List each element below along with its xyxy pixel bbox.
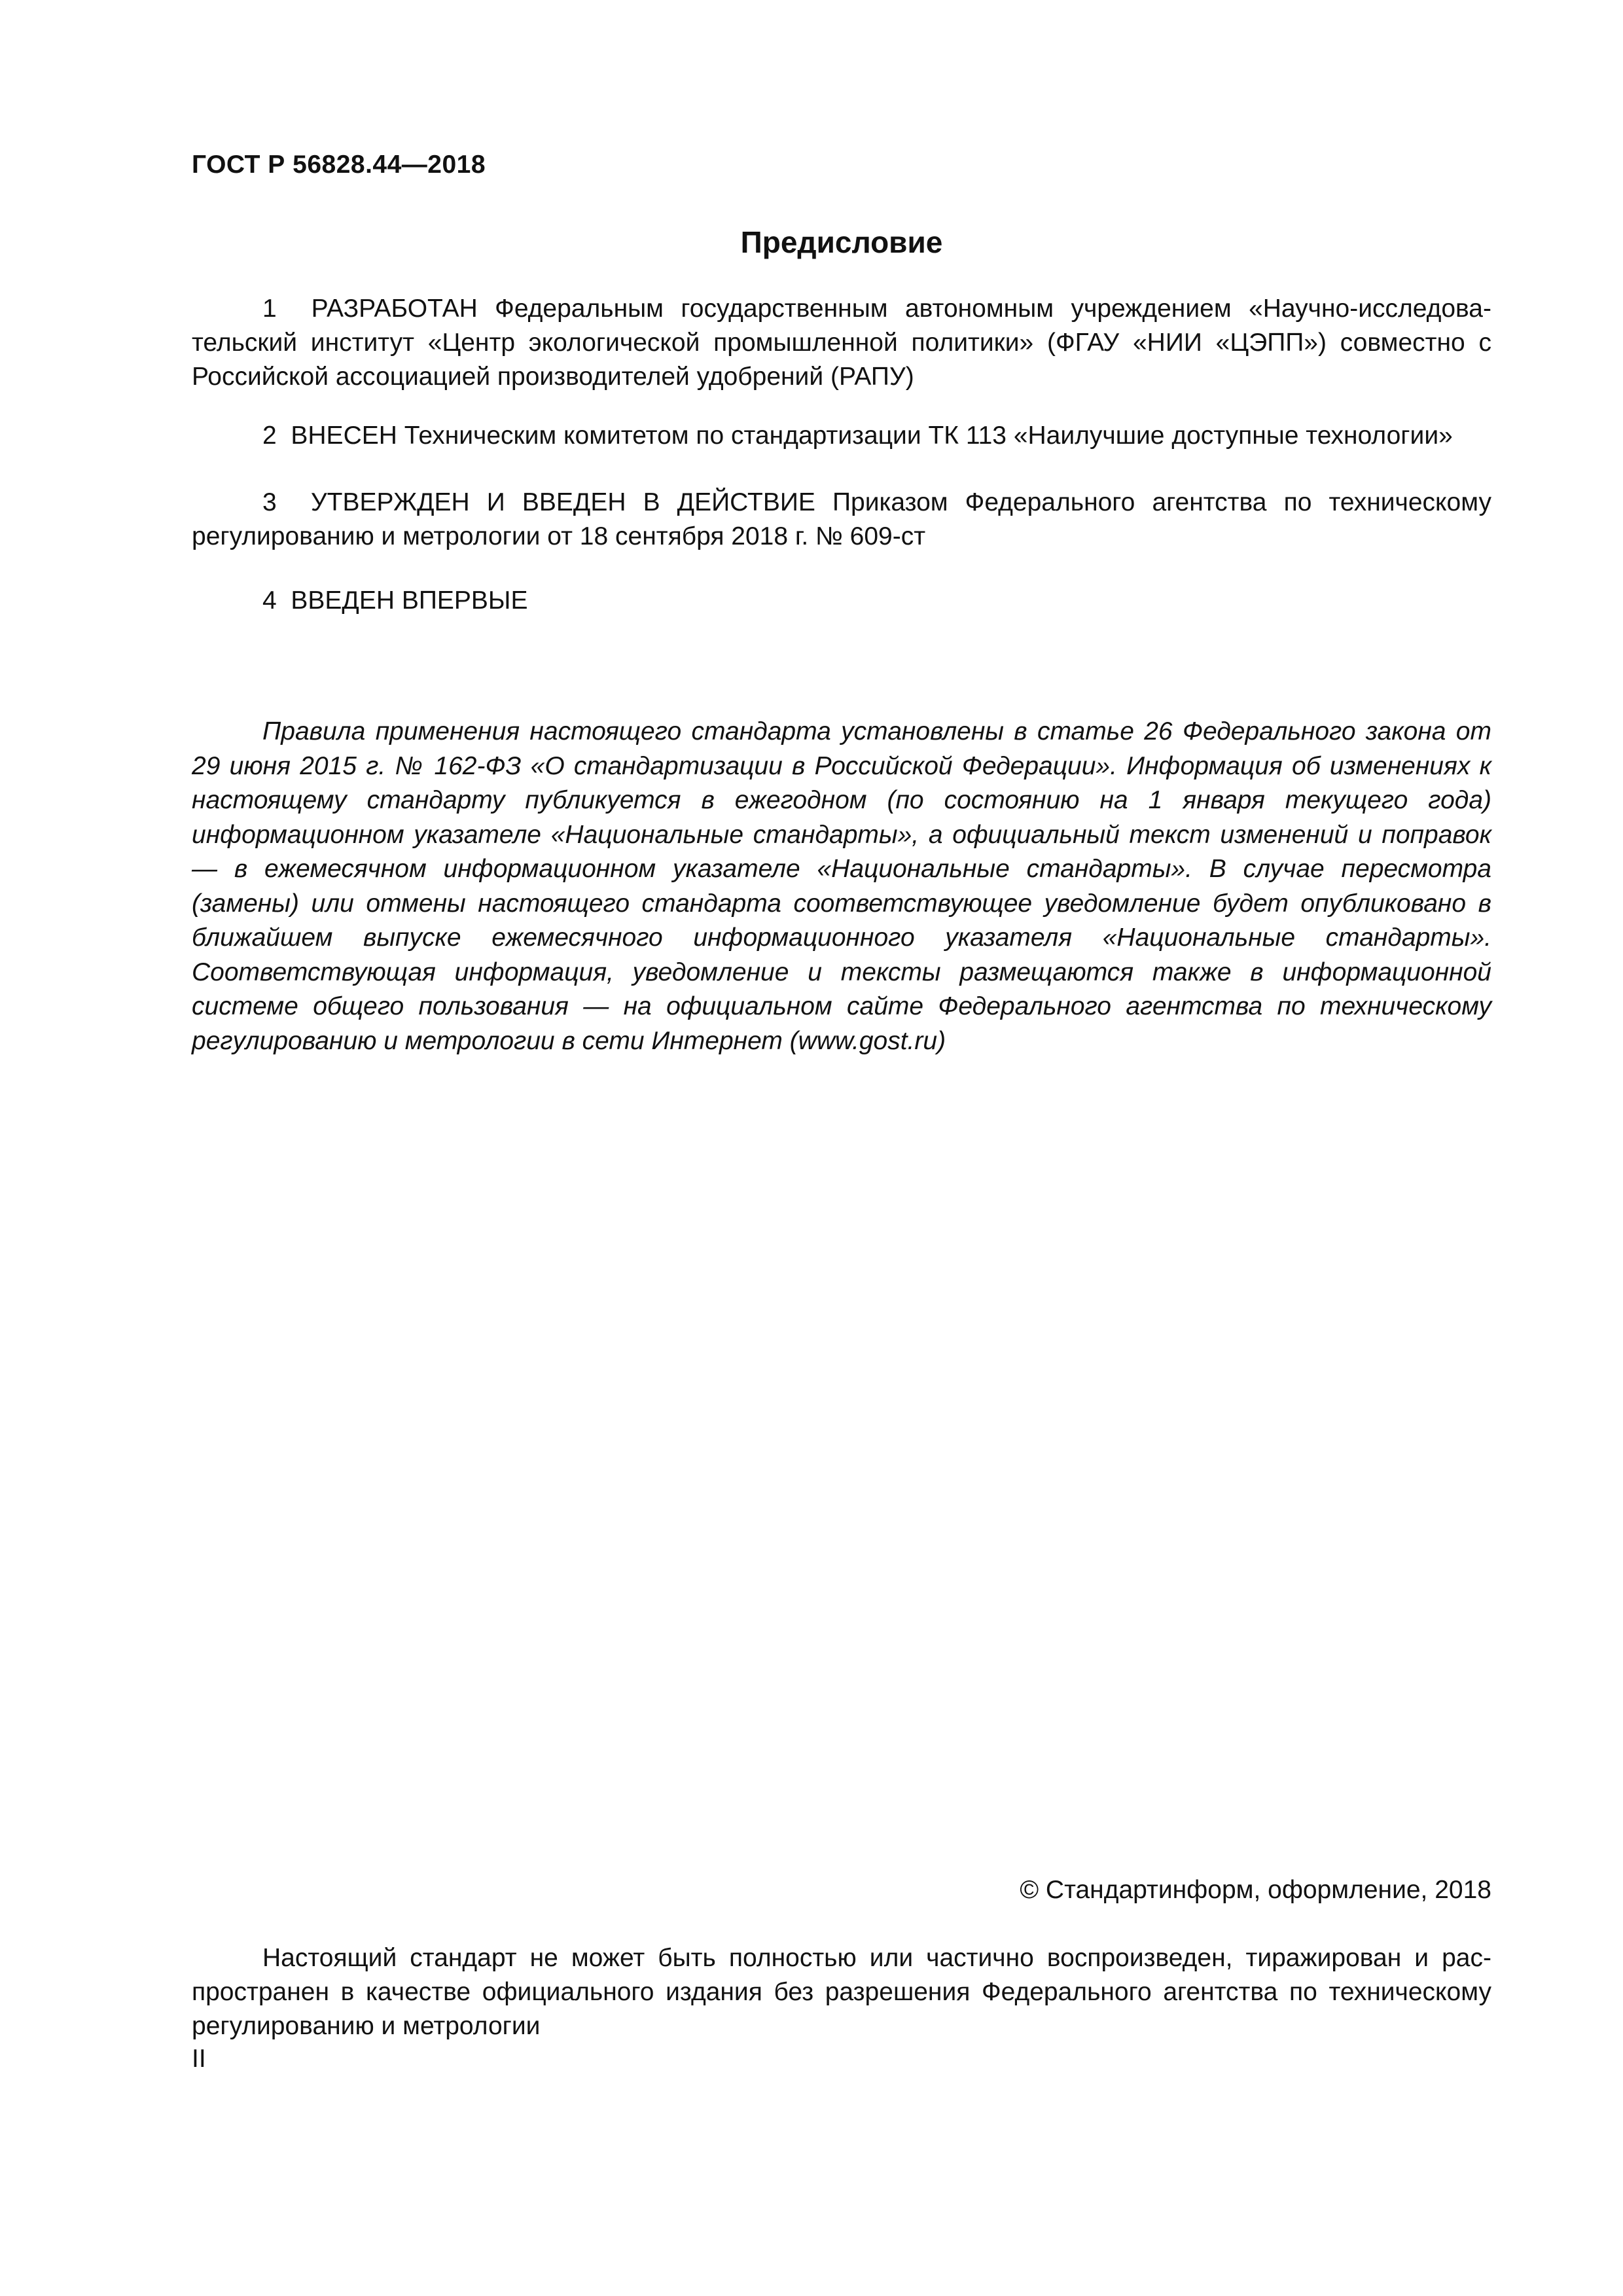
item-text: РАЗРАБОТАН Федеральным государственным автономным учреждением «Научно-исследовательский институт «Центр экологической промышленной политики» (ФГАУ «НИИ «ЦЭПП») совместно с Российской ассоциацией производителей удобрений (РАПУ) xyxy=(192,295,1492,391)
foreword-item-4 xyxy=(192,584,1491,618)
copyright-line: © Стандартинформ, оформление, 2018 xyxy=(1020,1876,1491,1904)
reproduction-notice: Настоящий стандарт не может быть полностью или частично воспроизведен, тиражирован и распространен в качестве официального издания без разрешения Федерального агентства по техническому регулированию и метрологии xyxy=(192,1944,1491,2040)
item-number: 1 xyxy=(262,295,277,323)
item-text: ВВЕДЕН ВПЕРВЫЕ xyxy=(291,586,528,615)
item-text: УТВЕРЖДЕН И ВВЕДЕН В ДЕЙСТВИЕ Приказом Федерального агентства по техническому регулированию и метрологии от 18 сентября 2018 г. № 609-ст xyxy=(192,488,1491,550)
item-number: 4 xyxy=(262,586,277,615)
item-number: 3 xyxy=(262,488,277,516)
document-code: ГОСТ Р 56828.44—2018 xyxy=(192,151,486,179)
item-number: 2 xyxy=(262,422,277,450)
page-number: II xyxy=(192,2045,206,2073)
foreword-item-1 xyxy=(192,292,1491,394)
item-text: ВНЕСЕН Техническим комитетом по стандартизации ТК 113 «Наилучшие доступные технологии» xyxy=(291,422,1453,450)
page-title: Предисловие xyxy=(740,225,943,259)
application-rules-paragraph: Правила применения настоящего стандарта установлены в статье 26 Федерального закона от 29 июня 2015 г. № 162-ФЗ «О стандартизации в Российской Федерации». Информация об изменениях к настоящему стандарту публикуется в ежегодном (по состоянию на 1 января текущего года) информационном указателе «Национальные стандарты», а официальный текст изменений и поправок — в ежемесячном информационном указателе «Национальные стандарты». В случае пересмотра (замены) или отмены настоящего стандарта соответствующее уведомление будет опубликовано в ближайшем выпуске ежемесячного информационного указателя «Национальные стандарты». Соответствующая информация, уведомление и тексты размещаются также в информационной системе общего пользования — на официальном сайте Федерального агентства по техническому регулированию и метрологии в сети Интернет (www.gost.ru) xyxy=(192,717,1491,1055)
foreword-item-2 xyxy=(192,419,1491,453)
foreword-item-3 xyxy=(192,486,1491,554)
